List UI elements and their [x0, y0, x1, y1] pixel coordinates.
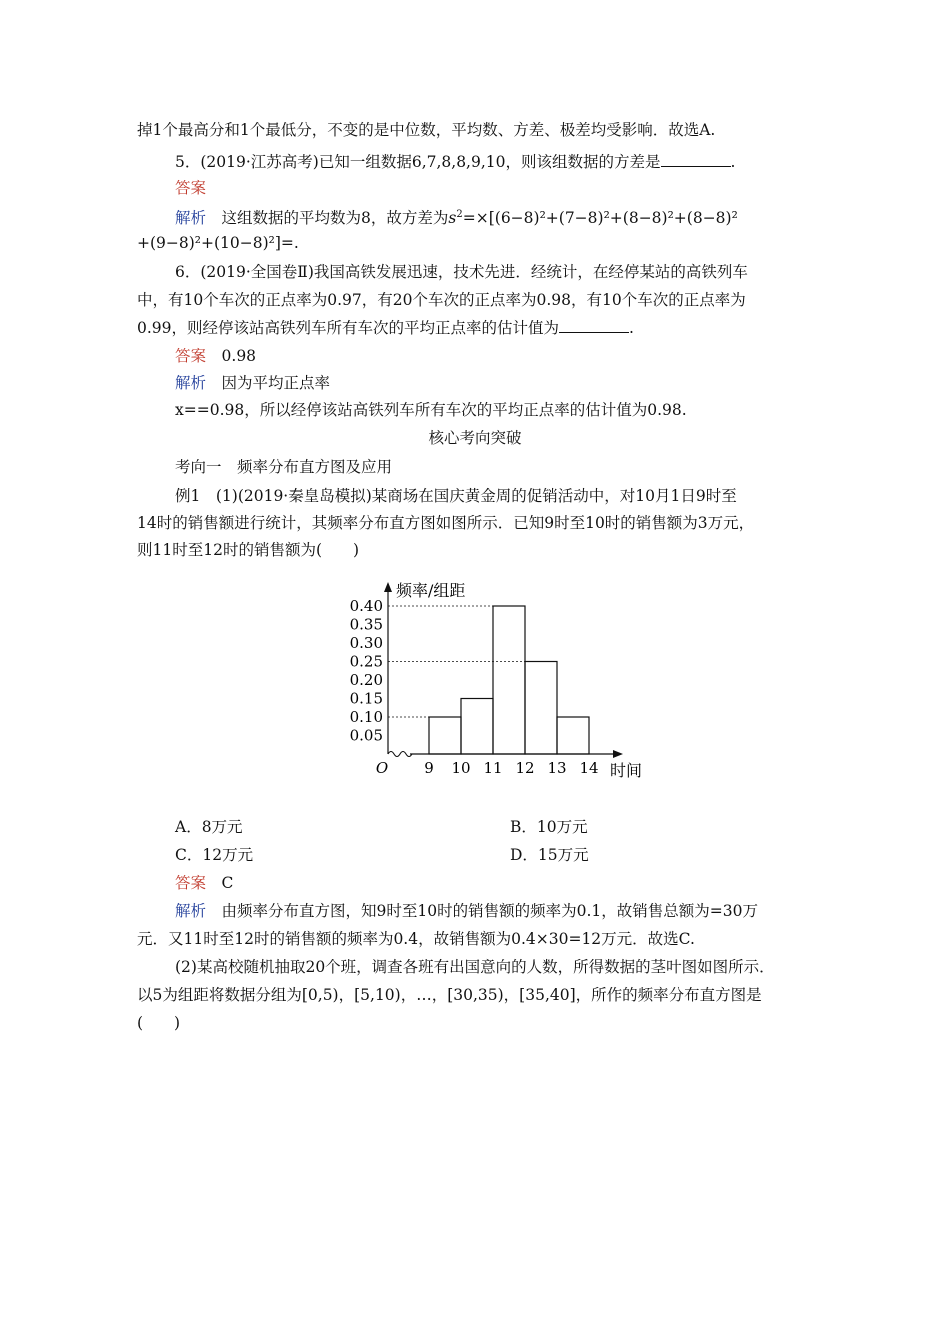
question-5-end: . [730, 153, 736, 171]
x-tick-label: 14 [579, 759, 599, 777]
x-tick-label: 13 [547, 759, 567, 777]
q5-exp-text-a: 这组数据的平均数为8，故方差为 [221, 209, 449, 228]
x-tick-label: 9 [424, 759, 434, 777]
x-axis-arrow [613, 750, 623, 758]
y-tick-label: 0.10 [349, 708, 383, 726]
example-1-answer-value: C [221, 874, 234, 892]
histogram-bar [525, 662, 557, 755]
y-tick-label: 0.35 [349, 615, 383, 634]
option-c: C．12万元 [175, 846, 254, 864]
example-2-line-3: ( ) [137, 1014, 181, 1032]
example-1-line-2: 14时的销售额进行统计，其频率分布直方图如图所示．已知9时至10时的销售额为3万元， [137, 514, 755, 532]
q5-exp-continue: +(9−8)²+(10−8)²]=. [137, 234, 299, 252]
answer-blank [559, 318, 629, 333]
q5-exp-s: s [448, 209, 457, 228]
x-tick-label: 12 [515, 759, 535, 777]
histogram-bar [493, 606, 525, 754]
explanation-label: 解析 [175, 209, 207, 228]
example-1-line-1: 例1 (1)(2019·秦皇岛模拟)某商场在国庆黄金周的促销活动中，对10月1日9时至 [175, 487, 737, 505]
explanation-label: 解析 [175, 902, 207, 920]
y-tick-label: 0.15 [349, 689, 383, 708]
y-tick-label: 0.25 [349, 652, 383, 671]
example-2-line-2: 以5为组距将数据分组为[0,5)，[5,10)，…，[30,35)，[35,40]，所作的频率分布直方图是 [137, 986, 762, 1004]
example-2-line-1: (2)某高校随机抽取20个班，调查各班有出国意向的人数，所得数据的茎叶图如图所示． [175, 958, 775, 976]
text-line-1: 掉1个最高分和1个最低分，不变的是中位数，平均数、方差、极差均受影响．故选A. [137, 121, 716, 139]
q6-answer [175, 346, 256, 366]
q6-exp-text-a: 因为平均正点率 [221, 374, 331, 392]
origin-label: O [375, 759, 389, 777]
question-6-line-3 [137, 318, 634, 338]
y-axis-label: 频率/组距 [396, 581, 466, 600]
answer-blank [661, 152, 731, 167]
question-6-end: . [629, 319, 634, 337]
section-title: 核心考向突破 [428, 429, 522, 447]
y-tick-label: 0.05 [349, 726, 383, 745]
answer-label: 答案 [175, 874, 207, 892]
question-5 [175, 152, 735, 172]
question-5-text: 5．(2019·江苏高考)已知一组数据6,7,8,8,9,10，则该组数据的方差是 [175, 153, 661, 171]
axis-break [388, 752, 412, 757]
option-b: B．10万元 [510, 818, 588, 836]
q6-exp-continue: x==0.98，所以经停该站高铁列车所有车次的平均正点率的估计值为0.98. [175, 401, 687, 419]
histogram-bar [557, 717, 589, 754]
q6-explanation [175, 373, 330, 393]
x-tick-label: 10 [451, 759, 471, 777]
explanation-label: 解析 [175, 374, 207, 392]
q5-explanation: 解析 这组数据的平均数为8，故方差为$s^2=\times[(6-8)^2+(7-8)^2+(8-8)^2+(8-8)^2$ [175, 209, 738, 228]
y-tick-label: 0.30 [349, 634, 383, 652]
histogram-bar [429, 717, 461, 754]
example-1-line-3: 则11时至12时的销售额为( ) [137, 541, 360, 559]
question-6-text-c: 0.99，则经停该站高铁列车所有车次的平均正点率的估计值为 [137, 319, 560, 337]
y-tick-label: 0.40 [349, 597, 383, 615]
histogram-bar [461, 699, 493, 755]
example-1-exp-continue: 元．又11时至12时的销售额的频率为0.4，故销售额为0.4×30=12万元．故选C. [137, 930, 695, 948]
q5-exp-text-b: =×[(6−8)²+(7−8)²+(8−8)²+(8−8)² [462, 209, 738, 228]
answer-label: 答案 [175, 179, 207, 197]
q6-answer-value: 0.98 [221, 347, 257, 365]
question-6-line-2: 中，有10个车次的正点率为0.97，有20个车次的正点率为0.98，有10个车次的正点率为 [137, 291, 746, 309]
y-axis-arrow [384, 582, 392, 592]
example-1-exp-text-a: 由频率分布直方图，知9时至10时的销售额的频率为0.1，故销售总额为=30万 [221, 902, 758, 920]
answer-label: 答案 [175, 347, 207, 365]
option-a: A．8万元 [175, 818, 243, 836]
topic-heading: 考向一 频率分布直方图及应用 [175, 458, 393, 476]
question-6-line-1: 6．(2019·全国卷Ⅱ)我国高铁发展迅速，技术先进．经统计，在经停某站的高铁列车 [175, 263, 748, 281]
y-tick-label: 0.20 [349, 671, 383, 689]
x-tick-label: 11 [483, 759, 503, 777]
example-1-explanation [175, 901, 758, 921]
frequency-histogram [330, 578, 660, 790]
option-d: D．15万元 [510, 846, 589, 864]
example-1-answer [175, 873, 233, 893]
x-axis-label: 时间 [610, 761, 643, 780]
